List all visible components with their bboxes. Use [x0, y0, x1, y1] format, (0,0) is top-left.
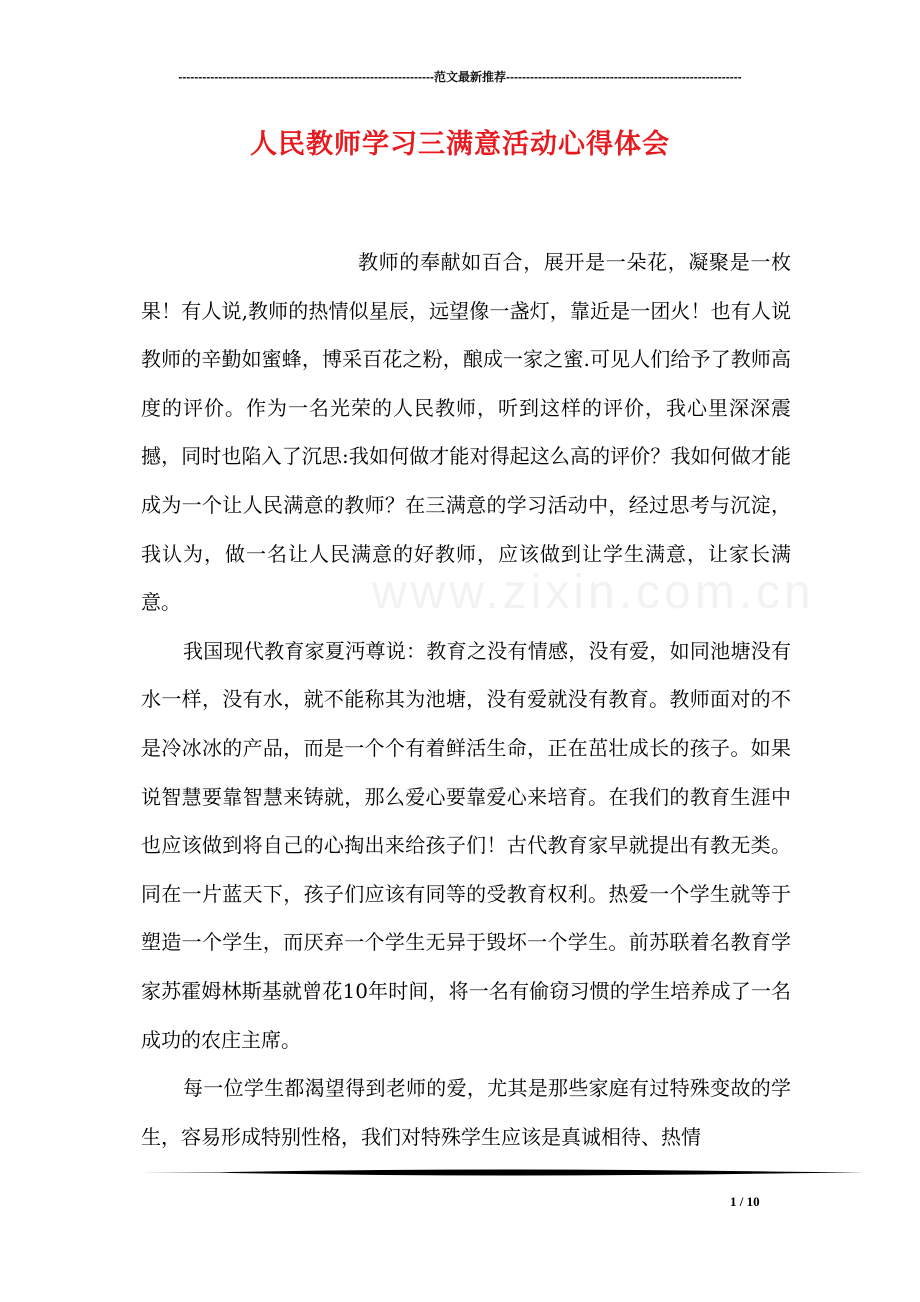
paragraph-3: 每一位学生都渴望得到老师的爱，尤其是那些家庭有过特殊变故的学生，容易形成特别性格，我们对特殊学生应该是真诚相待、热情	[141, 1076, 791, 1149]
paragraph-2: 我国现代教育家夏沔尊说：教育之没有情感，没有爱，如同池塘没有水一样，没有水，就不能称其为池塘，没有爱就没有教育。教师面对的不是冷冰冰的产品，而是一个个有着鲜活生命，正在茁壮成长的孩子。如果说智慧要靠智慧来铸就，那么爱心要靠爱心来培育。在我们的教育生涯中也应该做到将自己的心掏出来给孩子们！古代教育家早就提出有教无类。同在一片蓝天下，孩子们应该有同等的受教育权利。热爱一个学生就等于塑造一个学生，而厌弃一个学生无异于毁坏一个学生。前苏联着名教育学家苏霍姆林斯基就曾花10年时间，将一名有偷窃习惯的学生培养成了一名成功的农庄主席。	[141, 638, 791, 1052]
footer-divider	[140, 1168, 864, 1178]
document-body	[141, 238, 791, 1161]
paragraph-1: 教师的奉献如百合，展开是一朵花，凝聚是一枚果！有人说,教师的热情似星辰，远望像一盏灯，靠近是一团火！也有人说教师的辛勤如蜜蜂，博采百花之粉，酿成一家之蜜.可见人们给予了教师高度的评价。作为一名光荣的人民教师，听到这样的评价，我心里深深震撼，同时也陷入了沉思:我如何做才能对得起这么高的评价？我如何做才能成为一个让人民满意的教师？在三满意的学习活动中，经过思考与沉淀，我认为，做一名让人民满意的好教师，应该做到让学生满意，让家长满意。	[141, 250, 791, 615]
document-title: 人民教师学习三满意活动心得体会	[250, 129, 670, 160]
watermark: www.zixin.com.cn	[372, 566, 815, 619]
page-number: 1 / 10	[730, 1194, 760, 1209]
page-header: ----------------------------------------------------------------范文最新推荐-----------------------------------------------------------	[178, 70, 742, 84]
